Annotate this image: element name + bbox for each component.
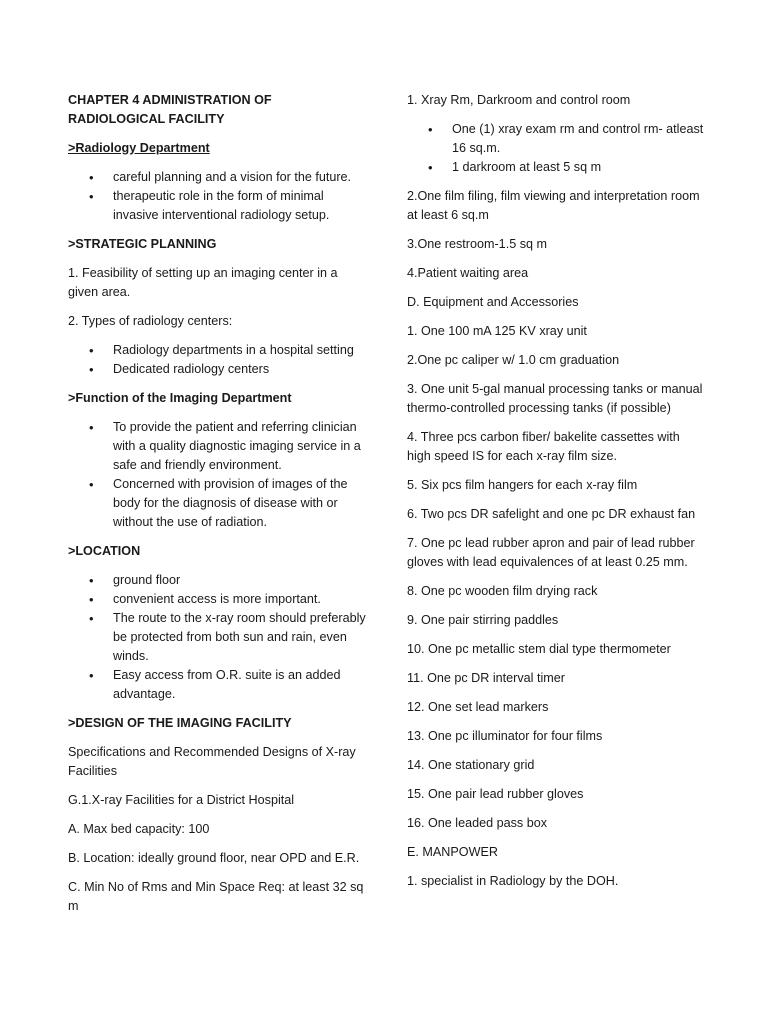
list-item: • Dedicated radiology centers [68, 360, 368, 379]
list-item: • The route to the x-ray room should preferably be protected from both sun and rain, even winds. [68, 609, 368, 666]
paragraph: 16. One leaded pass box [407, 816, 548, 830]
paragraph: 10. One pc metallic stem dial type thermometer [407, 642, 671, 656]
paragraph: 2. Types of radiology centers: [68, 314, 233, 328]
paragraph: C. Min No of Rms and Min Space Req: at least 32 sq m [68, 880, 364, 913]
chapter-title: CHAPTER 4 ADMINISTRATION OF RADIOLOGICAL FACILITY [68, 93, 272, 126]
paragraph: 1. Xray Rm, Darkroom and control room [407, 93, 631, 107]
paragraph: 5. Six pcs film hangers for each x-ray film [407, 478, 638, 492]
paragraph: 14. One stationary grid [407, 758, 535, 772]
paragraph: 1. Feasibility of setting up an imaging center in a given area. [68, 266, 338, 299]
paragraph: B. Location: ideally ground floor, near OPD and E.R. [68, 851, 360, 865]
list-item: • 1 darkroom at least 5 sq m [407, 158, 707, 177]
list-item: • careful planning and a vision for the future. [68, 168, 368, 187]
paragraph: 4. Three pcs carbon fiber/ bakelite cassettes with high speed IS for each x-ray film size. [407, 430, 680, 463]
design-heading: >DESIGN OF THE IMAGING FACILITY [68, 716, 292, 730]
list-item: • Radiology departments in a hospital setting [68, 341, 368, 360]
paragraph: 8. One pc wooden film drying rack [407, 584, 598, 598]
paragraph: 7. One pc lead rubber apron and pair of lead rubber gloves with lead equivalences of at least 0.25 mm. [407, 536, 695, 569]
list-item: • One (1) xray exam rm and control rm- atleast 16 sq.m. [407, 120, 707, 158]
list-item: • convenient access is more important. [68, 590, 368, 609]
paragraph: 1. specialist in Radiology by the DOH. [407, 874, 619, 888]
list-item: • therapeutic role in the form of minimal invasive interventional radiology setup. [68, 187, 368, 225]
paragraph: G.1.X-ray Facilities for a District Hospital [68, 793, 295, 807]
paragraph: 3. One unit 5-gal manual processing tanks or manual thermo-controlled processing tanks (if possible) [407, 382, 703, 415]
center-types-list [68, 341, 368, 379]
radiology-department-heading: >Radiology Department [68, 141, 210, 155]
list-item: • Concerned with provision of images of the body for the diagnosis of disease with or without the use of radiation. [68, 475, 368, 532]
left-column [68, 91, 368, 926]
paragraph: 15. One pair lead rubber gloves [407, 787, 584, 801]
strategic-planning-heading: >STRATEGIC PLANNING [68, 237, 217, 251]
paragraph: 9. One pair stirring paddles [407, 613, 559, 627]
rooms-bullet-list [407, 120, 707, 177]
location-bullet-list [68, 571, 368, 704]
paragraph: 2.One pc caliper w/ 1.0 cm graduation [407, 353, 620, 367]
list-item: • ground floor [68, 571, 368, 590]
paragraph: 11. One pc DR interval timer [407, 671, 565, 685]
paragraph: 4.Patient waiting area [407, 266, 529, 280]
list-item: • Easy access from O.R. suite is an added advantage. [68, 666, 368, 704]
section-heading: D. Equipment and Accessories [407, 295, 579, 309]
paragraph: 6. Two pcs DR safelight and one pc DR exhaust fan [407, 507, 696, 521]
paragraph: 3.One restroom-1.5 sq m [407, 237, 547, 251]
paragraph: 12. One set lead markers [407, 700, 549, 714]
location-heading: >LOCATION [68, 544, 141, 558]
list-item: • To provide the patient and referring clinician with a quality diagnostic imaging service in a safe and friendly environment. [68, 418, 368, 475]
function-bullet-list [68, 418, 368, 532]
function-heading: >Function of the Imaging Department [68, 391, 292, 405]
paragraph: 1. One 100 mA 125 KV xray unit [407, 324, 587, 338]
paragraph: Specifications and Recommended Designs of X-ray Facilities [68, 745, 356, 778]
radiology-bullet-list [68, 168, 368, 225]
paragraph: 13. One pc illuminator for four films [407, 729, 603, 743]
paragraph: A. Max bed capacity: 100 [68, 822, 210, 836]
paragraph: 2.One film filing, film viewing and interpretation room at least 6 sq.m [407, 189, 700, 222]
section-heading: E. MANPOWER [407, 845, 498, 859]
right-column [407, 91, 707, 901]
